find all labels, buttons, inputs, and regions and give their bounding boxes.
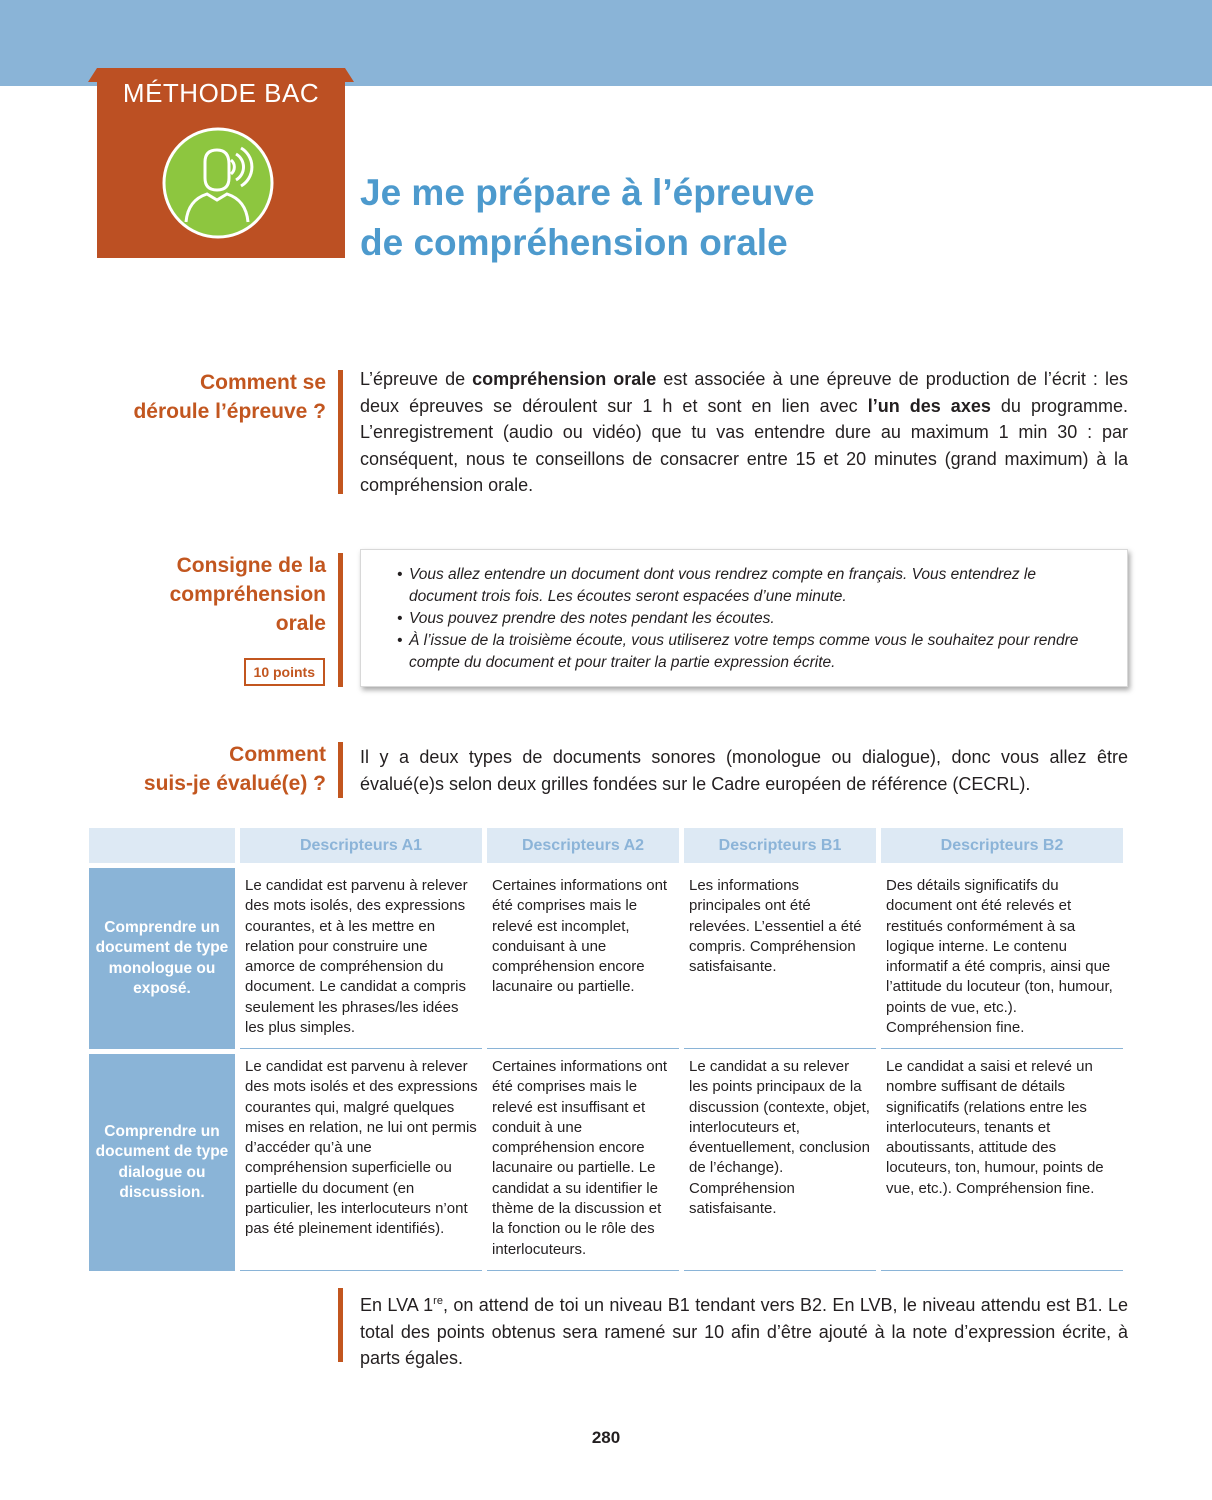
section1-label-line1: Comment se [199,371,326,394]
page-number: 280 [591,1428,621,1447]
instruction-item [397,608,1097,630]
section2-label-line1: Consigne de la [176,554,326,577]
section3-text: Il y a deux types de documents sonores (monologue ou dialogue), donc vous allez être évalué(e)s selon deux grilles fondées sur le Cadre européen de référence (CECRL). [360,747,1128,794]
table-row [89,1049,1123,1271]
table-cell: Le candidat a su relever les points principaux de la discussion (contexte, objet, interlocuteurs et, éventuellement, conclusion de l’échange). Compréhension satisfaisante. [684,1049,876,1271]
points-badge: 10 points [244,658,325,686]
instruction-list [397,564,1097,674]
bullet-icon: • [397,610,403,627]
title-line-2: de compréhension orale [360,222,788,263]
section3-bar [338,742,343,798]
table-cell: Certaines informations ont été comprises mais le relevé est insuffisant et conduit à une compréhension encore lacunaire ou partielle. Le candidat a su identifier le thème de la discussion et la fonction ou le rôle des interlocuteurs. [487,1049,679,1271]
header-b1: Descripteurs B1 [684,828,876,863]
footer-note-part1: En LVA 1 [360,1295,434,1315]
section3-label-line1: Comment [229,743,326,766]
title-line-1: Je me prépare à l’épreuve [360,172,815,213]
section1-text-bold1: compréhension orale [472,369,657,389]
listening-person-icon [161,126,275,240]
header-b2: Descripteurs B2 [881,828,1123,863]
footer-note [360,1288,1128,1372]
instruction-text: Vous allez entendre un document dont vous rendrez compte en français. Vous entendrez le document trois fois. Les écoutes seront espacées d’une minute. [409,566,1036,605]
row-head-monologue: Comprendre un document de type monologue ou exposé. [89,863,235,1049]
section3-label [144,740,326,798]
instruction-text: Vous pouvez prendre des notes pendant les écoutes. [409,610,775,627]
bullet-icon: • [397,632,403,649]
header-a2: Descripteurs A2 [487,828,679,863]
section1-text-part3: du programme. L’enregistrement (audio ou vidéo) que tu vas entendre dure au maximum 1 min 30 : par conséquent, nous te conseillons de consacrer entre 15 et 20 minutes (grand maximum) à la compréhension orale. [360,395,1128,495]
table-cell: Certaines informations ont été comprises mais le relevé est incomplet, conduisant à une compréhension encore lacunaire ou partielle. [487,863,679,1049]
header-a1: Descripteurs A1 [240,828,482,863]
table-cell: Des détails significatifs du document ont été relevés et restitués conformément à sa logique interne. Le contenu informatif a été compris, ainsi que l’attitude du locuteur (ton, humour, points de vue, etc.). Compréhension fine. [881,863,1123,1049]
instruction-text: À l’issue de la troisième écoute, vous utiliserez votre temps comme vous le souhaitez pour rendre compte du document et pour traiter la partie expression écrite. [409,632,1079,671]
evaluation-grid [84,828,1128,1271]
table-cell: Le candidat a saisi et relevé un nombre suffisant de détails significatifs (relations entre les interlocuteurs, tenants et aboutissants, attitude des locuteurs, ton, humour, points de vue, etc.). Compréhension fine. [881,1049,1123,1271]
footer-note-bar [338,1288,343,1362]
row-head-dialogue: Comprendre un document de type dialogue ou discussion. [89,1049,235,1271]
bullet-icon: • [397,566,403,583]
section1-label-line2: déroule l’épreuve ? [133,400,326,423]
grid-header-row [89,828,1123,863]
footer-note-part2: , on attend de toi un niveau B1 tendant vers B2. En LVB, le niveau attendu est B1. Le total des points obtenus sera ramené sur 10 afin d’être ajouté à la note d’expression écrite, à parts égales. [360,1295,1128,1368]
grid-corner [89,828,235,863]
badge-title: MÉTHODE BAC [122,78,320,108]
section1-text-part1: L’épreuve de [360,369,473,389]
table-cell: Le candidat est parvenu à relever des mots isolés et des expressions courantes qui, malgré quelques mises en relation, ne lui ont permis d’accéder qu’à une compréhension superficielle ou partielle du document (en particulier, les interlocuteurs n’ont pas été pleinement identifiés). [240,1049,482,1271]
table-cell: Les informations principales ont été relevées. L’essentiel a été compris. Compréhension satisfaisante. [684,863,876,1049]
section1-label [133,368,326,426]
section2-label [170,551,326,638]
section2-bar [338,553,343,687]
page-title [360,168,1160,268]
section1-bar [338,370,343,494]
table-cell: Le candidat est parvenu à relever des mots isolés, des expressions courantes, et à les mettre en relation pour construire une amorce de compréhension du document. Le candidat a compris seulement les phrases/les idées les plus simples. [240,863,482,1049]
section3-label-line2: suis-je évalué(e) ? [143,772,326,795]
section2-label-line2: compréhension [169,583,326,606]
instruction-box [360,549,1128,687]
section1-text-bold2: l’un des axes [867,395,991,416]
section2-label-line3: orale [275,612,326,635]
table-row [89,863,1123,1049]
section1-text-part2: est associée à une épreuve de production de l’écrit : les deux épreuves se déroulent sur 1 h et sont en lien avec [360,369,1128,416]
method-badge [97,68,345,258]
instruction-item [397,630,1097,674]
instruction-item [397,564,1097,608]
footer-note-sup: re [433,1295,443,1307]
section1-text [360,366,1128,499]
